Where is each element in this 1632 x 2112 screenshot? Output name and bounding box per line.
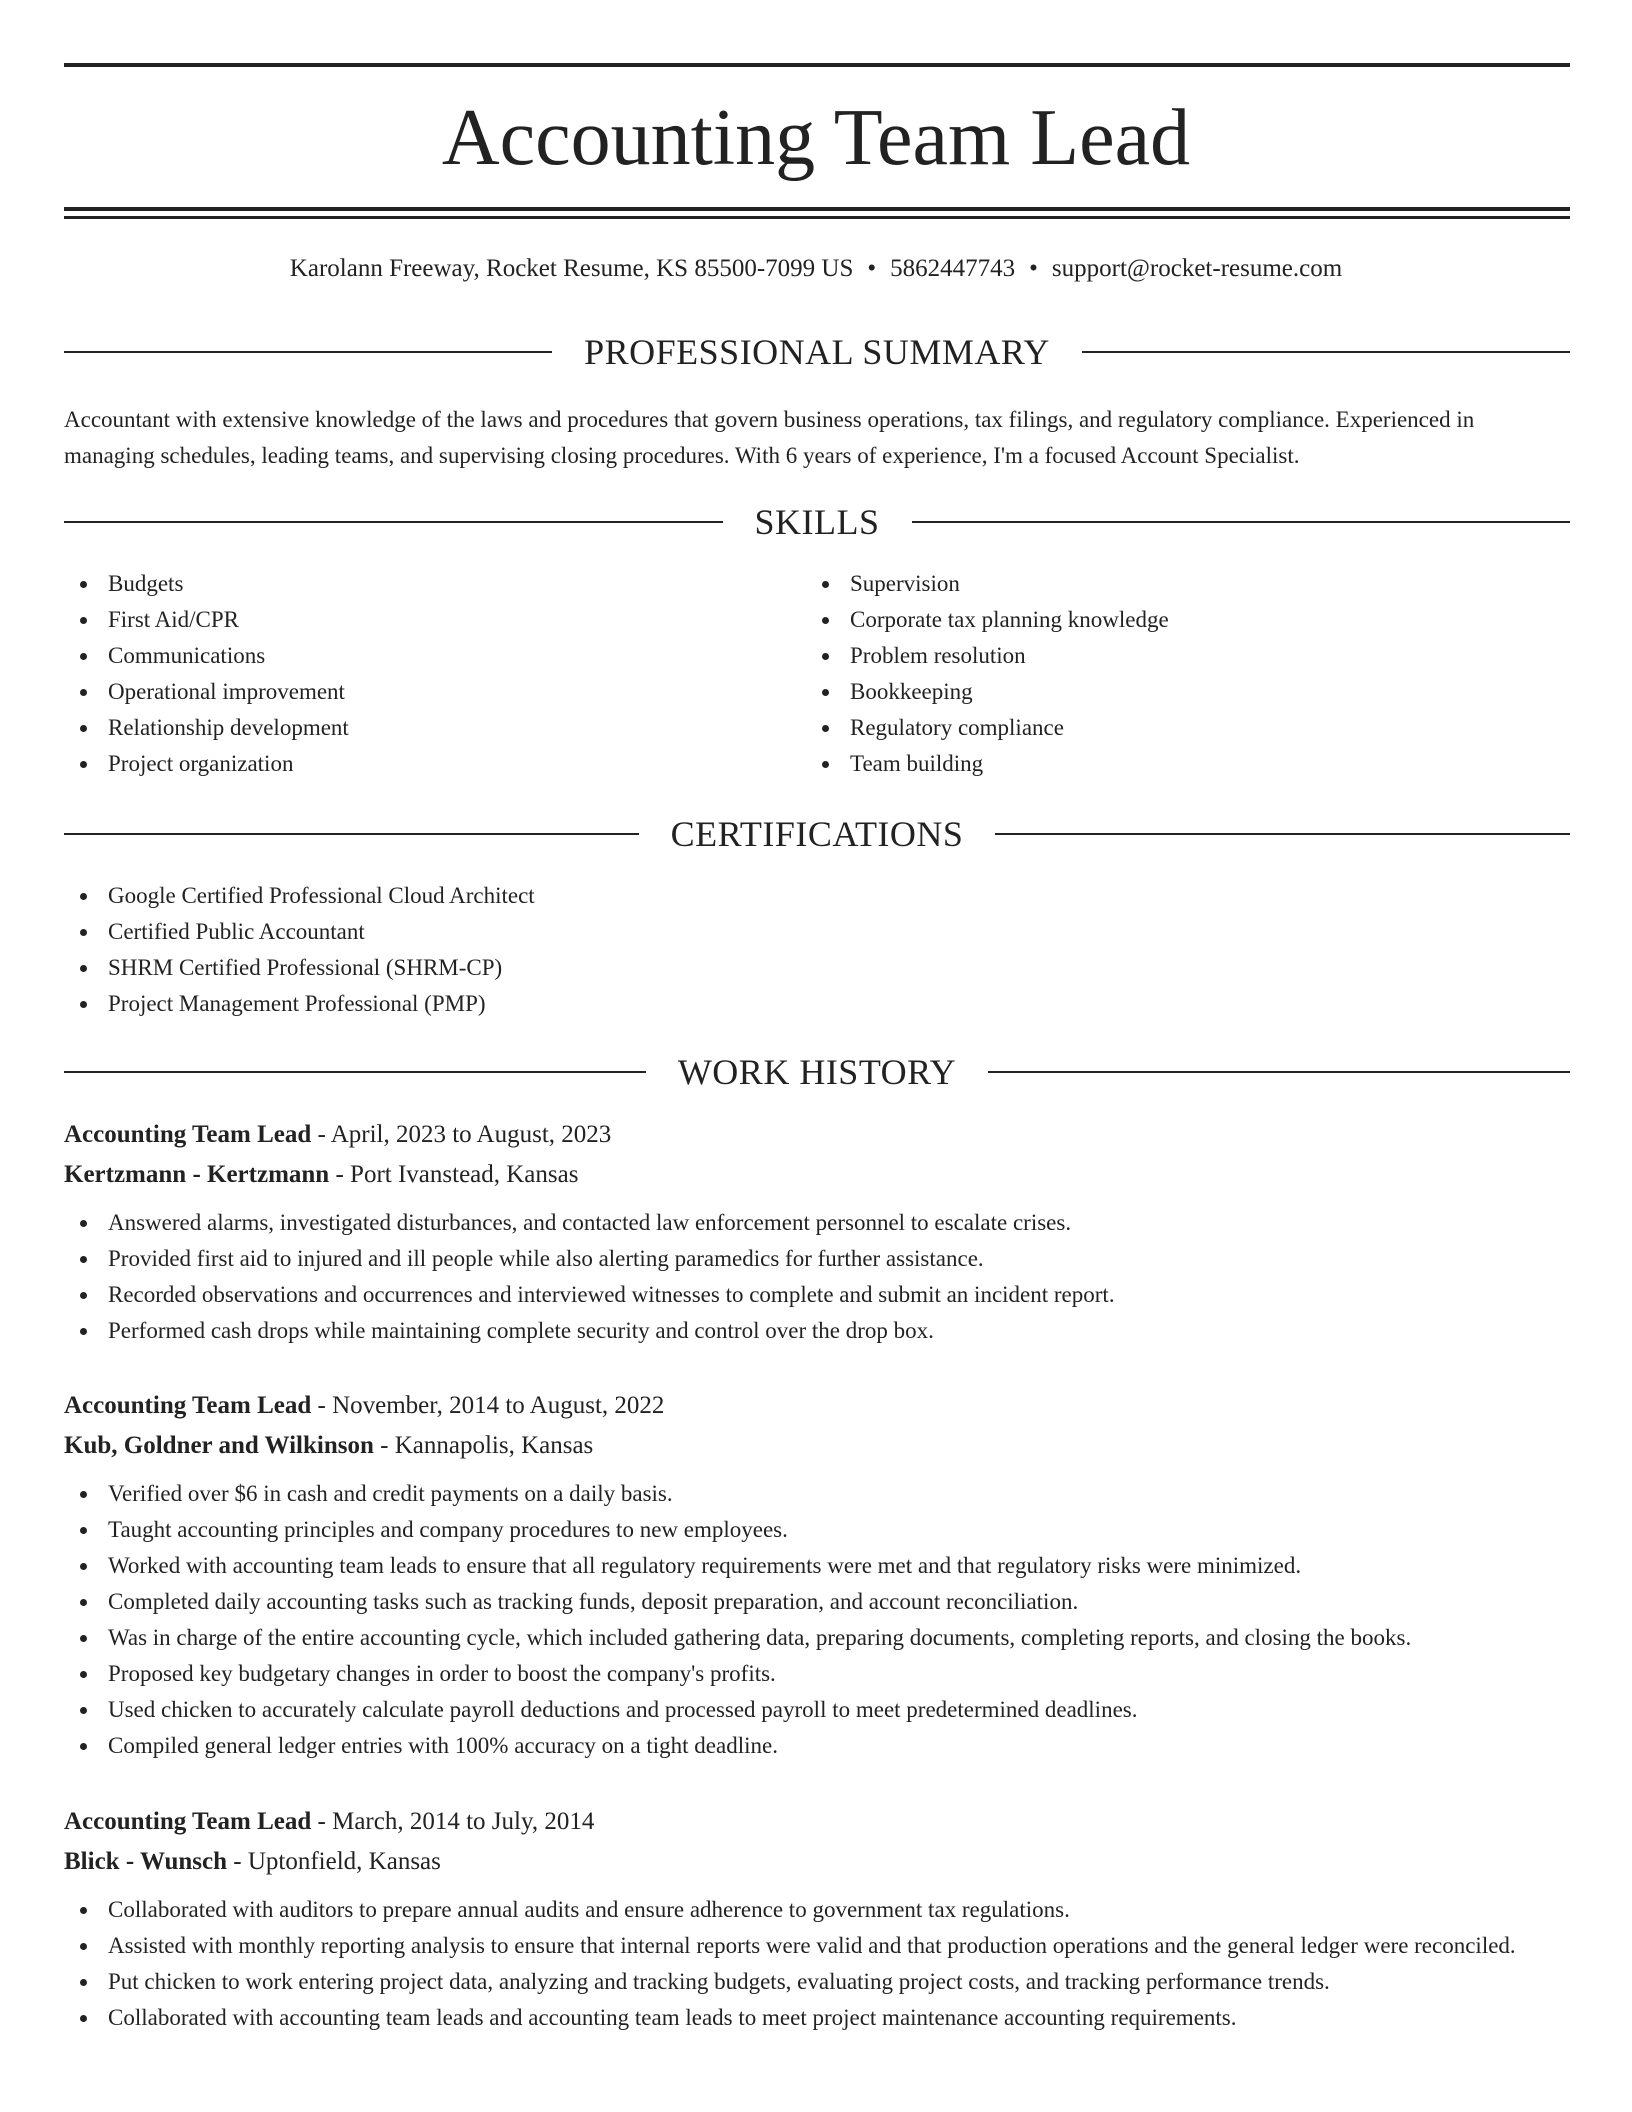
job-title-line bbox=[64, 1386, 1570, 1426]
skill-item: Project organization bbox=[64, 746, 764, 782]
section-title-skills: SKILLS bbox=[754, 502, 880, 542]
contact-address: Karolann Freeway, Rocket Resume, KS 85500-7099 US bbox=[289, 255, 854, 282]
certification-item: SHRM Certified Professional (SHRM-CP) bbox=[64, 950, 1570, 986]
certification-item: Google Certified Professional Cloud Architect bbox=[64, 878, 1570, 914]
job-bullet: Recorded observations and occurrences and interviewed witnesses to complete and submit an incident report. bbox=[64, 1277, 1570, 1313]
job-entry bbox=[64, 1386, 1570, 1764]
job-company-line bbox=[64, 1155, 1570, 1195]
job-bullet: Collaborated with auditors to prepare annual audits and ensure adherence to government tax regulations. bbox=[64, 1892, 1570, 1928]
summary-text: Accountant with extensive knowledge of the laws and procedures that govern business operations, tax filings, and regulatory compliance. Experienced in managing schedules, leading teams, and supervising closing procedures. With 6 years of experience, I'm a focused Account Specialist. bbox=[64, 407, 1475, 468]
section-rule bbox=[64, 1071, 646, 1073]
section-rule bbox=[64, 833, 639, 835]
skills-list-left bbox=[64, 566, 764, 782]
skill-item: Budgets bbox=[64, 566, 764, 602]
job-bullet: Collaborated with accounting team leads and accounting team leads to meet project maintenance accounting requirements. bbox=[64, 2000, 1570, 2036]
job-bullet: Performed cash drops while maintaining complete security and control over the drop box. bbox=[64, 1313, 1570, 1349]
job-entry bbox=[64, 1115, 1570, 1349]
job-company: Kub, Goldner and Wilkinson bbox=[64, 1432, 374, 1459]
skill-item: Regulatory compliance bbox=[806, 710, 1506, 746]
job-company-line bbox=[64, 1842, 1570, 1882]
job-bullets bbox=[64, 1476, 1570, 1764]
resume-title: Accounting Team Lead bbox=[441, 94, 1191, 182]
job-bullet: Taught accounting principles and company procedures to new employees. bbox=[64, 1512, 1570, 1548]
top-rule bbox=[64, 63, 1570, 67]
skill-item: First Aid/CPR bbox=[64, 602, 764, 638]
job-bullet: Was in charge of the entire accounting cycle, which included gathering data, preparing documents, completing reports, and closing the books. bbox=[64, 1620, 1570, 1656]
job-dates: - November, 2014 to August, 2022 bbox=[311, 1392, 665, 1419]
title-rule-upper bbox=[64, 207, 1570, 211]
section-header-summary bbox=[64, 330, 1570, 374]
title-rule-lower bbox=[64, 216, 1570, 219]
skill-item: Operational improvement bbox=[64, 674, 764, 710]
section-title-work-history: WORK HISTORY bbox=[677, 1052, 957, 1092]
section-title-certifications: CERTIFICATIONS bbox=[670, 814, 964, 854]
job-bullet: Verified over $6 in cash and credit payments on a daily basis. bbox=[64, 1476, 1570, 1512]
section-rule bbox=[995, 833, 1570, 835]
job-dates: - March, 2014 to July, 2014 bbox=[311, 1808, 595, 1835]
certification-item: Project Management Professional (PMP) bbox=[64, 986, 1570, 1022]
job-company: Kertzmann - Kertzmann bbox=[64, 1161, 330, 1188]
job-bullet: Provided first aid to injured and ill people while also alerting paramedics for further assistance. bbox=[64, 1241, 1570, 1277]
skill-item: Corporate tax planning knowledge bbox=[806, 602, 1506, 638]
skills-list-right bbox=[806, 566, 1506, 782]
skill-item: Problem resolution bbox=[806, 638, 1506, 674]
section-rule bbox=[1082, 351, 1570, 353]
job-title: Accounting Team Lead bbox=[64, 1808, 312, 1835]
job-title: Accounting Team Lead bbox=[64, 1392, 312, 1419]
section-rule bbox=[988, 1071, 1570, 1073]
job-bullets bbox=[64, 1892, 1570, 2036]
job-location: - Kannapolis, Kansas bbox=[373, 1432, 594, 1459]
contact-line bbox=[0, 253, 1632, 285]
skill-item: Bookkeeping bbox=[806, 674, 1506, 710]
job-location: - Port Ivanstead, Kansas bbox=[329, 1161, 579, 1188]
job-dates: - April, 2023 to August, 2023 bbox=[311, 1121, 612, 1148]
job-bullets bbox=[64, 1205, 1570, 1349]
job-title-line bbox=[64, 1802, 1570, 1842]
skill-item: Team building bbox=[806, 746, 1506, 782]
certifications-list bbox=[64, 878, 1570, 1022]
contact-phone: 5862447743 bbox=[890, 255, 1016, 282]
job-bullet: Answered alarms, investigated disturbances, and contacted law enforcement personnel to escalate crises. bbox=[64, 1205, 1570, 1241]
section-rule bbox=[64, 351, 552, 353]
job-bullet: Put chicken to work entering project data, analyzing and tracking budgets, evaluating project costs, and tracking performance trends. bbox=[64, 1964, 1570, 2000]
job-title: Accounting Team Lead bbox=[64, 1121, 312, 1148]
skill-item: Supervision bbox=[806, 566, 1506, 602]
contact-separator: • bbox=[1029, 255, 1038, 282]
job-bullet: Used chicken to accurately calculate payroll deductions and processed payroll to meet predetermined deadlines. bbox=[64, 1692, 1570, 1728]
section-rule bbox=[64, 521, 723, 523]
skill-item: Communications bbox=[64, 638, 764, 674]
job-bullet: Assisted with monthly reporting analysis to ensure that internal reports were valid and that production operations and the general ledger were reconciled. bbox=[64, 1928, 1570, 1964]
job-bullet: Completed daily accounting tasks such as tracking funds, deposit preparation, and account reconciliation. bbox=[64, 1584, 1570, 1620]
contact-email: support@rocket-resume.com bbox=[1051, 255, 1343, 282]
job-bullet: Compiled general ledger entries with 100% accuracy on a tight deadline. bbox=[64, 1728, 1570, 1764]
job-bullet: Worked with accounting team leads to ensure that all regulatory requirements were met and that regulatory risks were minimized. bbox=[64, 1548, 1570, 1584]
contact-separator: • bbox=[867, 255, 877, 282]
section-title-summary: PROFESSIONAL SUMMARY bbox=[584, 332, 1050, 372]
skill-item: Relationship development bbox=[64, 710, 764, 746]
section-rule bbox=[912, 521, 1571, 523]
job-bullet: Proposed key budgetary changes in order to boost the company's profits. bbox=[64, 1656, 1570, 1692]
job-company-line bbox=[64, 1426, 1570, 1466]
job-title-line bbox=[64, 1115, 1570, 1155]
section-header-certifications bbox=[64, 812, 1570, 856]
job-company: Blick - Wunsch bbox=[64, 1848, 228, 1875]
job-location: - Uptonfield, Kansas bbox=[227, 1848, 441, 1875]
section-header-skills bbox=[64, 500, 1570, 544]
certification-item: Certified Public Accountant bbox=[64, 914, 1570, 950]
job-entry bbox=[64, 1802, 1570, 2036]
section-header-work-history bbox=[64, 1050, 1570, 1094]
